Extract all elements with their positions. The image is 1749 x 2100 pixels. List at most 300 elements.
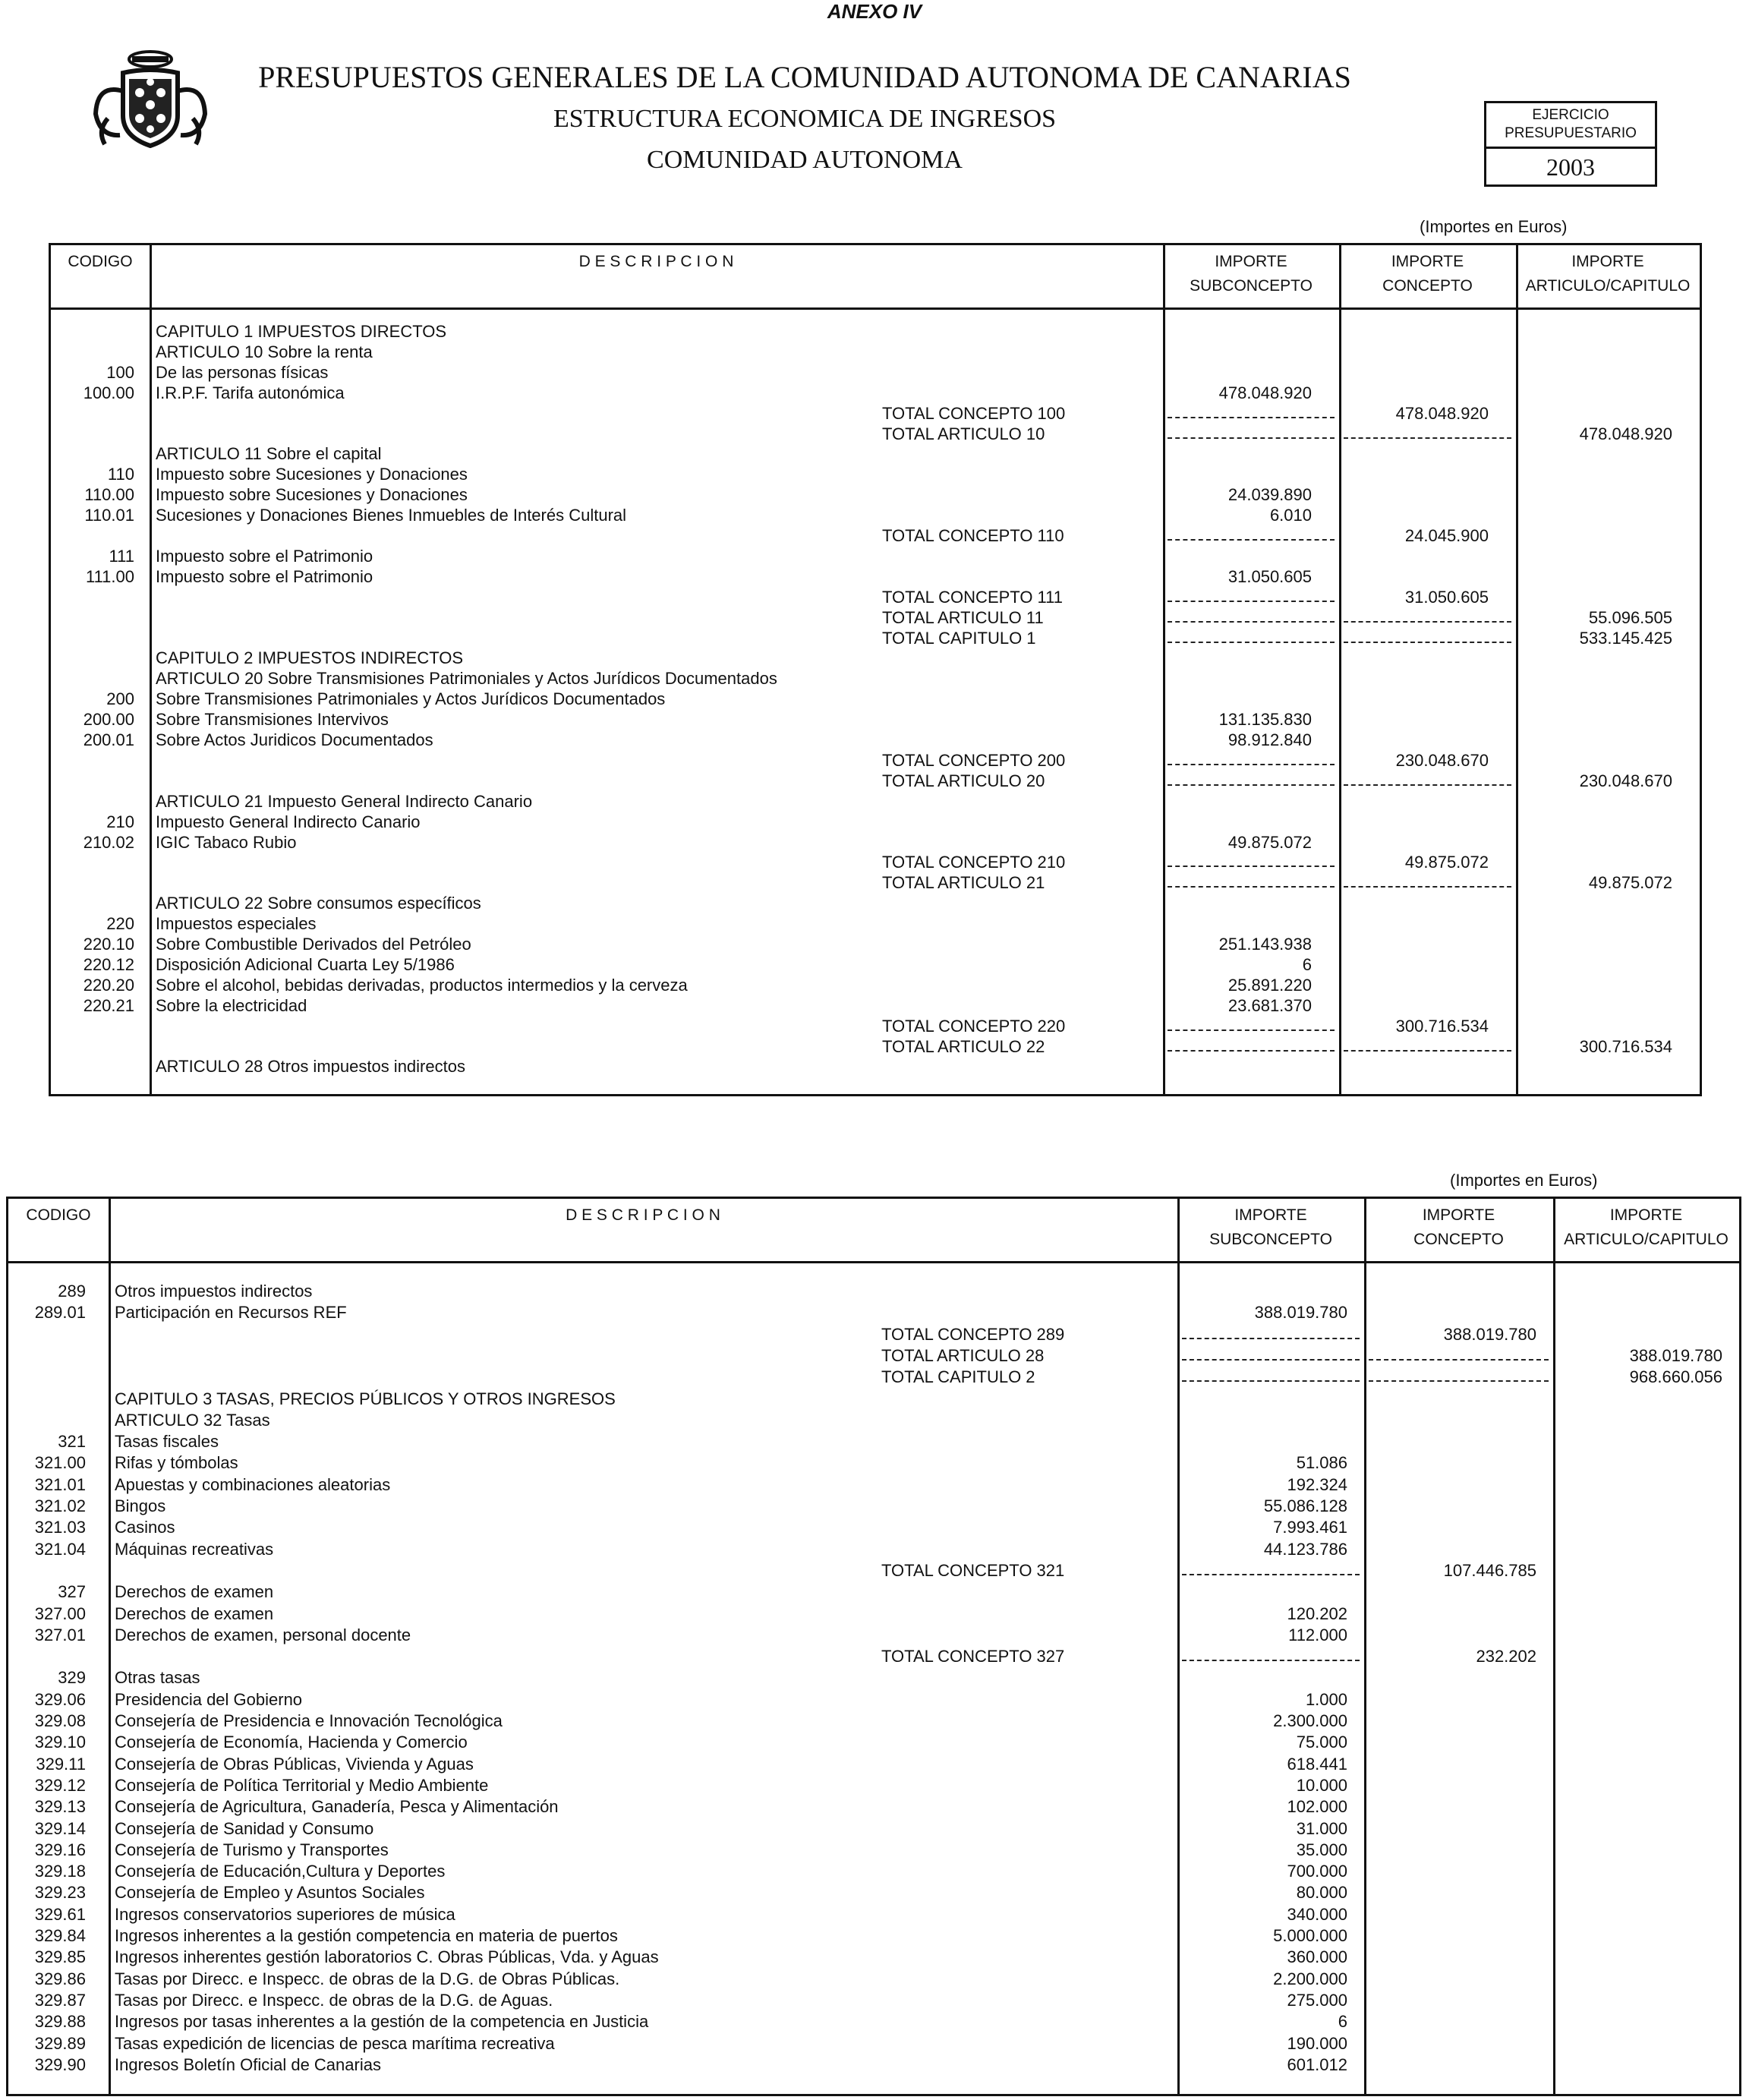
- table-row: [51, 648, 1700, 669]
- row-description: Consejería de Sanidad y Consumo: [115, 1818, 374, 1838]
- header-divider: [51, 307, 1700, 310]
- row-description: Bingos: [115, 1496, 166, 1515]
- amount-sub: 25.891.220: [1227, 975, 1312, 995]
- row-code: 110.00: [84, 485, 134, 505]
- table-row: [51, 485, 1700, 506]
- amount-con: 232.202: [1476, 1647, 1536, 1666]
- row-code: 329.88: [34, 2012, 86, 2032]
- amount-con: 230.048.670: [1395, 750, 1489, 770]
- row-code: 110.01: [84, 506, 134, 525]
- row-description: Casinos: [115, 1518, 175, 1537]
- row-description: Consejería de Política Territorial y Medio Ambiente: [115, 1775, 489, 1795]
- table-row: [51, 935, 1700, 955]
- table-row: [51, 363, 1700, 383]
- total-rule: [1344, 1050, 1511, 1052]
- row-description: Consejería de Presidencia e Innovación Tecnológica: [115, 1711, 503, 1730]
- table-row: [8, 1282, 1739, 1302]
- row-description: Disposición Adicional Cuarta Ley 5/1986: [156, 954, 455, 974]
- column-header-text: CONCEPTO: [1382, 277, 1473, 295]
- row-code: 329: [58, 1668, 86, 1688]
- row-code: 321.04: [34, 1539, 86, 1559]
- table-row: [8, 1819, 1739, 1840]
- table-row: [51, 547, 1700, 567]
- row-code: 329.10: [34, 1733, 86, 1752]
- table-row: [8, 1776, 1739, 1796]
- table-row: [8, 1453, 1739, 1474]
- amount-art: 388.019.780: [1629, 1345, 1722, 1365]
- table-row: [8, 1711, 1739, 1732]
- table-row: [8, 2012, 1739, 2032]
- table-row: [8, 1926, 1739, 1947]
- row-code: 210.02: [83, 832, 134, 852]
- amount-sub: 388.019.780: [1254, 1303, 1347, 1323]
- table-row: [51, 1037, 1700, 1058]
- table-row: [51, 751, 1700, 771]
- amount-sub: 10.000: [1296, 1775, 1347, 1795]
- table-row: [8, 1690, 1739, 1711]
- amount-sub: 2.200.000: [1273, 1969, 1347, 1988]
- column-header-codigo: [51, 250, 150, 274]
- total-rule: [1182, 1660, 1360, 1661]
- column-header-text: D E S C R I P C I O N: [578, 253, 734, 270]
- table-row: [8, 1540, 1739, 1560]
- table-row: [51, 996, 1700, 1017]
- document-subtitle: ESTRUCTURA ECONOMICA DE INGRESOS: [553, 105, 1057, 133]
- row-description: Impuesto sobre el Patrimonio: [156, 566, 373, 586]
- table-row: [8, 1797, 1739, 1818]
- column-header-text: IMPORTE: [1571, 253, 1644, 270]
- table-row: [8, 1991, 1739, 2011]
- row-description: Ingresos conservatorios superiores de música: [115, 1904, 455, 1924]
- amount-con: 478.048.920: [1395, 403, 1489, 423]
- row-code: 111: [109, 546, 134, 566]
- table-row: [51, 914, 1700, 935]
- row-total-label: TOTAL CAPITULO 1: [882, 628, 1036, 648]
- row-description: ARTICULO 10 Sobre la renta: [156, 342, 373, 361]
- table-row: [51, 383, 1700, 404]
- row-total-label: TOTAL CONCEPTO 327: [881, 1647, 1065, 1666]
- table-row: [51, 976, 1700, 996]
- table-row: [51, 342, 1700, 363]
- row-description: Ingresos Boletín Oficial de Canarias: [115, 2054, 381, 2074]
- row-description: CAPITULO 3 TASAS, PRECIOS PÚBLICOS Y OTROS INGRESOS: [115, 1389, 616, 1408]
- amount-sub: 360.000: [1287, 1947, 1347, 1967]
- table-row: [8, 2034, 1739, 2054]
- row-code: 329.14: [34, 1818, 86, 1838]
- row-description: Sobre Transmisiones Patrimoniales y Actos Jurídicos Documentados: [156, 689, 666, 709]
- total-rule: [1168, 601, 1335, 602]
- row-code: 329.84: [34, 1926, 86, 1945]
- amount-sub: 24.039.890: [1227, 485, 1312, 505]
- row-code: 329.85: [34, 1947, 86, 1967]
- table-row: [8, 1625, 1739, 1646]
- row-total-label: TOTAL ARTICULO 11: [882, 607, 1044, 627]
- amount-con: 300.716.534: [1395, 1016, 1489, 1036]
- row-description: De las personas físicas: [156, 362, 329, 382]
- table-row: [8, 1432, 1739, 1452]
- row-description: Apuestas y combinaciones aleatorias: [115, 1474, 391, 1494]
- row-code: 210: [106, 812, 134, 831]
- table-row: [51, 608, 1700, 629]
- table-row: [8, 1475, 1739, 1496]
- row-total-label: TOTAL ARTICULO 21: [882, 873, 1045, 893]
- amount-sub: 49.875.072: [1227, 832, 1312, 852]
- total-rule: [1344, 437, 1511, 439]
- row-code: 289.01: [34, 1303, 86, 1323]
- amount-sub: 190.000: [1287, 2033, 1347, 2053]
- amount-sub: 1.000: [1305, 1689, 1347, 1709]
- row-code: 329.16: [34, 1840, 86, 1859]
- row-code: 200.00: [83, 710, 134, 730]
- amount-sub: 275.000: [1287, 1990, 1347, 2010]
- total-rule: [1369, 1380, 1549, 1382]
- table-row: [51, 567, 1700, 588]
- amount-con: 49.875.072: [1404, 853, 1489, 872]
- table-row: [8, 1647, 1739, 1667]
- row-code: 329.13: [34, 1797, 86, 1817]
- row-description: Tasas por Direcc. e Inspecc. de obras de la D.G. de Obras Públicas.: [115, 1969, 620, 1988]
- row-total-label: TOTAL ARTICULO 28: [881, 1345, 1045, 1365]
- row-code: 329.11: [36, 1754, 86, 1774]
- row-description: Ingresos inherentes gestión laboratorios C. Obras Públicas, Vda. y Aguas: [115, 1947, 659, 1967]
- row-total-label: TOTAL ARTICULO 22: [882, 1036, 1045, 1056]
- column-header-con: [1339, 250, 1516, 298]
- column-header-descripcion: [150, 250, 1163, 274]
- amount-sub: 51.086: [1296, 1453, 1347, 1473]
- amount-art: 300.716.534: [1579, 1036, 1672, 1056]
- budget-year-label: EJERCICIO PRESUPUESTARIO: [1486, 103, 1655, 149]
- row-description: Impuesto sobre el Patrimonio: [156, 546, 373, 566]
- table-row: [51, 689, 1700, 710]
- row-description: Derechos de examen: [115, 1603, 274, 1623]
- table-row: [8, 1840, 1739, 1861]
- total-rule: [1182, 1574, 1360, 1575]
- table-row: [51, 955, 1700, 976]
- row-code: 220.12: [83, 954, 134, 974]
- amount-con: 388.019.780: [1443, 1324, 1536, 1344]
- budget-year-value: 2003: [1546, 153, 1595, 181]
- amount-sub: 618.441: [1287, 1754, 1347, 1774]
- row-description: I.R.P.F. Tarifa autonómica: [156, 383, 345, 402]
- column-header-text: IMPORTE: [1391, 253, 1464, 270]
- amount-sub: 23.681.370: [1227, 995, 1312, 1015]
- table-row: [51, 424, 1700, 445]
- column-header-text: ARTICULO/CAPITULO: [1564, 1231, 1729, 1248]
- row-code: 200.01: [83, 730, 134, 749]
- table-row: [51, 629, 1700, 649]
- row-description: ARTICULO 20 Sobre Transmisiones Patrimoniales y Actos Jurídicos Documentados: [156, 669, 777, 689]
- amount-art: 49.875.072: [1588, 873, 1672, 893]
- row-code: 321.02: [34, 1496, 86, 1515]
- row-total-label: TOTAL CONCEPTO 321: [881, 1560, 1065, 1580]
- total-rule: [1168, 417, 1335, 418]
- amount-art: 55.096.505: [1588, 607, 1672, 627]
- row-description: ARTICULO 21 Impuesto General Indirecto Canario: [156, 791, 533, 811]
- row-description: Ingresos por tasas inherentes a la gestión de la competencia en Justicia: [115, 2012, 649, 2032]
- amount-sub: 80.000: [1296, 1883, 1347, 1903]
- total-rule: [1168, 437, 1335, 439]
- table-row: [8, 1668, 1739, 1689]
- row-description: Otras tasas: [115, 1668, 200, 1688]
- total-rule: [1182, 1380, 1360, 1382]
- amount-sub: 31.050.605: [1227, 566, 1312, 586]
- row-description: Sobre Actos Juridicos Documentados: [156, 730, 433, 749]
- row-description: ARTICULO 28 Otros impuestos indirectos: [156, 1057, 465, 1077]
- table-row: [8, 1905, 1739, 1925]
- row-total-label: TOTAL CONCEPTO 200: [882, 750, 1066, 770]
- row-code: 329.12: [34, 1775, 86, 1795]
- row-code: 327.00: [34, 1603, 86, 1623]
- column-header-text: CODIGO: [68, 253, 133, 270]
- table-row: [51, 444, 1700, 465]
- document-title: PRESUPUESTOS GENERALES DE LA COMUNIDAD AUTONOMA DE CANARIAS: [258, 60, 1351, 94]
- row-description: Consejería de Economía, Hacienda y Comercio: [115, 1733, 468, 1752]
- table-row: [8, 2055, 1739, 2076]
- table-row: [8, 1346, 1739, 1367]
- amount-sub: 5.000.000: [1273, 1926, 1347, 1945]
- total-rule: [1168, 1050, 1335, 1052]
- table-row: [51, 730, 1700, 751]
- row-description: Rifas y tómbolas: [115, 1453, 238, 1473]
- table-row: [8, 1518, 1739, 1538]
- row-total-label: TOTAL CONCEPTO 220: [882, 1016, 1066, 1036]
- total-rule: [1182, 1338, 1360, 1339]
- table-row: [8, 1862, 1739, 1882]
- row-description: Tasas expedición de licencias de pesca marítima recreativa: [115, 2033, 555, 2053]
- amount-sub: 112.000: [1288, 1625, 1347, 1644]
- table-row: [8, 1947, 1739, 1968]
- row-description: Consejería de Obras Públicas, Vivienda y Aguas: [115, 1754, 474, 1774]
- row-description: Consejería de Agricultura, Ganadería, Pesca y Alimentación: [115, 1797, 559, 1817]
- row-total-label: TOTAL CONCEPTO 100: [882, 403, 1066, 423]
- amount-sub: 55.086.128: [1263, 1496, 1347, 1515]
- table-row: [8, 1496, 1739, 1517]
- row-description: Consejería de Turismo y Transportes: [115, 1840, 389, 1859]
- column-header-text: SUBCONCEPTO: [1209, 1231, 1332, 1248]
- budget-year-box: [1484, 101, 1657, 187]
- table-row: [8, 1411, 1739, 1431]
- table-row: [51, 506, 1700, 526]
- column-header-text: SUBCONCEPTO: [1190, 277, 1313, 295]
- row-description: Tasas por Direcc. e Inspecc. de obras de la D.G. de Aguas.: [115, 1990, 553, 2010]
- column-header-text: CONCEPTO: [1413, 1231, 1504, 1248]
- row-description: Sobre la electricidad: [156, 995, 307, 1015]
- table-row: [8, 1755, 1739, 1775]
- amount-sub: 6.010: [1269, 506, 1312, 525]
- row-description: ARTICULO 11 Sobre el capital: [156, 444, 382, 464]
- header-divider: [8, 1261, 1739, 1263]
- table-row: [8, 1367, 1739, 1388]
- row-description: CAPITULO 2 IMPUESTOS INDIRECTOS: [156, 648, 464, 668]
- total-rule: [1168, 539, 1335, 541]
- table-row: [51, 812, 1700, 833]
- amount-art: 478.048.920: [1579, 424, 1672, 443]
- row-total-label: TOTAL ARTICULO 10: [882, 424, 1045, 443]
- total-rule: [1344, 784, 1511, 786]
- amount-sub: 192.324: [1287, 1474, 1347, 1494]
- amount-sub: 700.000: [1287, 1862, 1347, 1881]
- amount-sub: 6: [1338, 2012, 1347, 2032]
- row-description: Impuesto General Indirecto Canario: [156, 812, 421, 831]
- total-rule: [1344, 621, 1511, 623]
- row-description: Sucesiones y Donaciones Bienes Inmuebles de Interés Cultural: [156, 506, 627, 525]
- row-code: 329.61: [34, 1904, 86, 1924]
- amount-sub: 102.000: [1287, 1797, 1347, 1817]
- row-description: Impuesto sobre Sucesiones y Donaciones: [156, 485, 468, 505]
- total-rule: [1369, 1359, 1549, 1361]
- row-description: Tasas fiscales: [115, 1432, 219, 1452]
- table-row: [51, 588, 1700, 608]
- total-rule: [1344, 886, 1511, 888]
- row-code: 220: [106, 914, 134, 934]
- column-header-text: IMPORTE: [1215, 253, 1287, 270]
- row-total-label: TOTAL CONCEPTO 111: [882, 587, 1063, 607]
- table-row: [51, 669, 1700, 689]
- row-description: Derechos de examen: [115, 1582, 274, 1602]
- row-code: 329.86: [34, 1969, 86, 1988]
- units-note-2: (Importes en Euros): [1450, 1171, 1598, 1190]
- row-total-label: TOTAL CONCEPTO 210: [882, 853, 1066, 872]
- column-header-text: IMPORTE: [1234, 1206, 1307, 1224]
- column-header-art: [1553, 1203, 1739, 1252]
- column-header-art: [1516, 250, 1700, 298]
- row-description: Ingresos inherentes a la gestión competencia en materia de puertos: [115, 1926, 618, 1945]
- column-header-text: D E S C R I P C I O N: [566, 1206, 720, 1224]
- row-description: Sobre Transmisiones Intervivos: [156, 710, 389, 730]
- row-description: ARTICULO 22 Sobre consumos específicos: [156, 894, 481, 913]
- total-rule: [1168, 764, 1335, 765]
- total-rule: [1168, 866, 1335, 867]
- row-total-label: TOTAL ARTICULO 20: [882, 771, 1045, 790]
- table-row: [51, 771, 1700, 792]
- row-description: Derechos de examen, personal docente: [115, 1625, 411, 1644]
- row-code: 100.00: [83, 383, 134, 402]
- total-rule: [1168, 642, 1335, 643]
- row-description: Otros impuestos indirectos: [115, 1282, 313, 1301]
- row-description: Sobre el alcohol, bebidas derivadas, productos intermedios y la cerveza: [156, 975, 688, 995]
- table-row: [51, 894, 1700, 914]
- column-header-text: IMPORTE: [1609, 1206, 1683, 1224]
- table-row: [8, 1883, 1739, 1903]
- row-code: 329.06: [34, 1689, 86, 1709]
- row-code: 220.10: [83, 935, 134, 954]
- annex-title: ANEXO IV: [827, 0, 922, 23]
- row-description: Consejería de Educación,Cultura y Deportes: [115, 1862, 446, 1881]
- amount-con: 107.446.785: [1443, 1560, 1536, 1580]
- column-header-codigo: [8, 1203, 109, 1228]
- amount-sub: 31.000: [1296, 1818, 1347, 1838]
- amount-sub: 478.048.920: [1218, 383, 1312, 402]
- row-description: Máquinas recreativas: [115, 1539, 274, 1559]
- table-row: [8, 1325, 1739, 1345]
- row-code: 220.21: [83, 995, 134, 1015]
- table-row: [51, 1057, 1700, 1077]
- table-row: [51, 1017, 1700, 1037]
- amount-sub: 7.993.461: [1273, 1518, 1347, 1537]
- amount-sub: 131.135.830: [1218, 710, 1312, 730]
- row-total-label: TOTAL CONCEPTO 110: [882, 526, 1064, 545]
- table-row: [51, 853, 1700, 873]
- row-code: 220.20: [83, 975, 134, 995]
- row-code: 110: [107, 465, 134, 484]
- row-code: 329.87: [34, 1990, 86, 2010]
- column-header-descripcion: [109, 1203, 1177, 1228]
- income-table-1: [49, 243, 1702, 1096]
- table-row: [8, 1303, 1739, 1323]
- row-description: Consejería de Empleo y Asuntos Sociales: [115, 1883, 425, 1903]
- amount-sub: 75.000: [1296, 1733, 1347, 1752]
- amount-art: 230.048.670: [1579, 771, 1672, 790]
- row-description: ARTICULO 32 Tasas: [115, 1410, 270, 1430]
- table-row: [51, 526, 1700, 547]
- row-code: 321.00: [34, 1453, 86, 1473]
- amount-art: 533.145.425: [1579, 628, 1672, 648]
- row-code: 329.23: [34, 1883, 86, 1903]
- entity-name: COMUNIDAD AUTONOMA: [647, 146, 963, 174]
- table-row: [51, 873, 1700, 894]
- row-code: 329.89: [34, 2033, 86, 2053]
- table-row: [51, 404, 1700, 424]
- table-row: [51, 465, 1700, 485]
- table-row: [51, 792, 1700, 812]
- row-description: IGIC Tabaco Rubio: [156, 832, 297, 852]
- units-note-1: (Importes en Euros): [1420, 217, 1568, 236]
- table-row: [51, 322, 1700, 342]
- row-code: 327: [58, 1582, 86, 1602]
- table-row: [51, 833, 1700, 853]
- row-total-label: TOTAL CAPITULO 2: [881, 1367, 1035, 1387]
- amount-sub: 340.000: [1287, 1904, 1347, 1924]
- total-rule: [1168, 621, 1335, 623]
- row-code: 100: [106, 362, 134, 382]
- amount-sub: 35.000: [1296, 1840, 1347, 1859]
- row-code: 327.01: [34, 1625, 86, 1644]
- total-rule: [1182, 1359, 1360, 1361]
- table-row: [8, 1389, 1739, 1410]
- amount-sub: 251.143.938: [1218, 935, 1312, 954]
- row-description: Impuesto sobre Sucesiones y Donaciones: [156, 465, 468, 484]
- row-code: 329.90: [34, 2054, 86, 2074]
- amount-sub: 601.012: [1287, 2054, 1347, 2074]
- table-row: [8, 1582, 1739, 1603]
- row-total-label: TOTAL CONCEPTO 289: [881, 1324, 1065, 1344]
- row-code: 321.01: [34, 1474, 86, 1494]
- amount-sub: 2.300.000: [1273, 1711, 1347, 1730]
- table-row: [8, 1561, 1739, 1581]
- table-row: [8, 1604, 1739, 1625]
- row-code: 321.03: [34, 1518, 86, 1537]
- table-row: [8, 1733, 1739, 1753]
- row-code: 111.00: [85, 566, 134, 586]
- amount-con: 31.050.605: [1404, 587, 1489, 607]
- column-header-con: [1364, 1203, 1553, 1252]
- column-header-sub: [1177, 1203, 1364, 1252]
- total-rule: [1168, 1030, 1335, 1031]
- column-header-text: IMPORTE: [1422, 1206, 1495, 1224]
- amount-sub: 44.123.786: [1263, 1539, 1347, 1559]
- row-description: Impuestos especiales: [156, 914, 317, 934]
- amount-sub: 98.912.840: [1227, 730, 1312, 749]
- income-table-2: [6, 1197, 1741, 2096]
- row-code: 329.18: [34, 1862, 86, 1881]
- total-rule: [1168, 784, 1335, 786]
- row-description: CAPITULO 1 IMPUESTOS DIRECTOS: [156, 322, 447, 341]
- row-description: Sobre Combustible Derivados del Petróleo: [156, 935, 471, 954]
- row-description: Participación en Recursos REF: [115, 1303, 347, 1323]
- column-header-text: ARTICULO/CAPITULO: [1525, 277, 1691, 295]
- total-rule: [1168, 886, 1335, 888]
- row-code: 289: [58, 1282, 86, 1301]
